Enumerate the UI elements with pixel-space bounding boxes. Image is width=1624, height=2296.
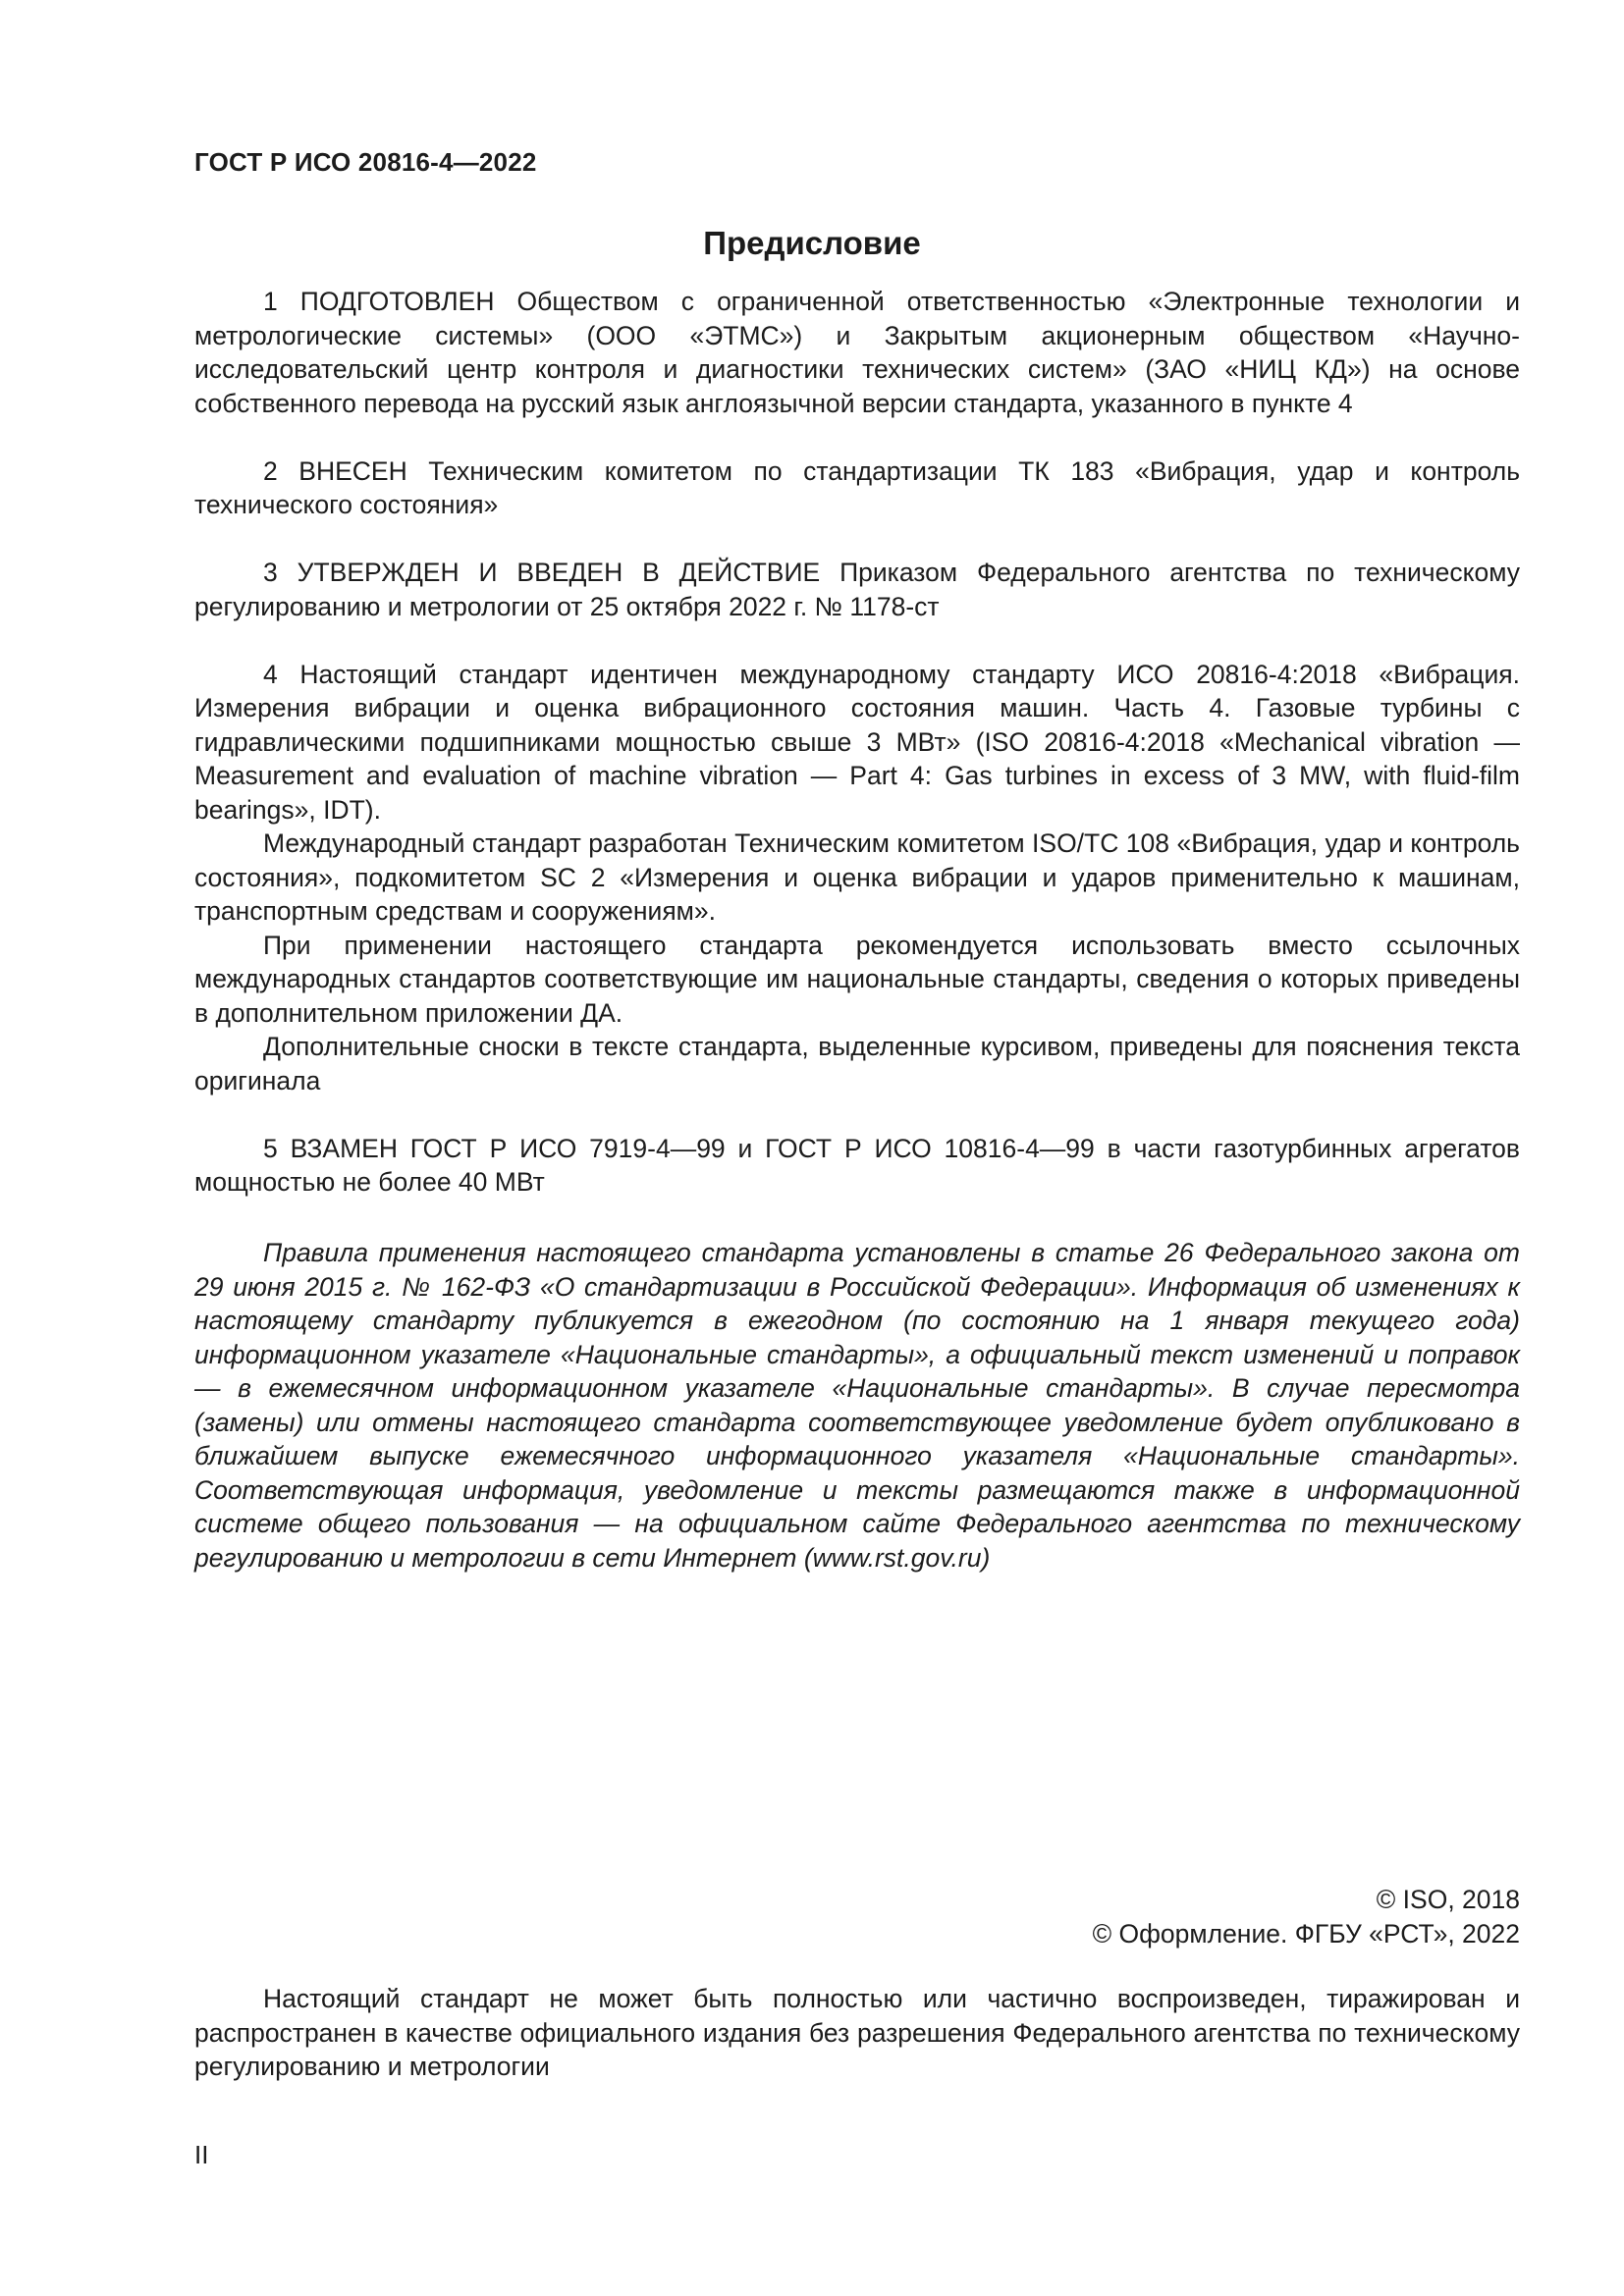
copyright-iso: © ISO, 2018 (1376, 1885, 1520, 1914)
item-1-prepared: 1 ПОДГОТОВЛЕН Обществом с ограниченной ответственностью «Электронные технологии и метрологические системы» (ООО «ЭТМС») и Закрытым акционерным обществом «Научно-исследовательский центр контроля и диагностики технических систем» (ЗАО «НИЦ КД») на основе собственного перевода на русский язык англоязычной версии стандарта, указанного в пункте 4 (194, 287, 1520, 418)
item-5-replaces: 5 ВЗАМЕН ГОСТ Р ИСО 7919-4—99 и ГОСТ Р ИСО 10816-4—99 в части газотурбинных агрегатов мощностью не более 40 МВт (194, 1133, 1520, 1197)
copyright-block (1093, 1883, 1520, 1950)
reproduction-notice: Настоящий стандарт не может быть полностью или частично воспроизведен, тиражирован и распространен в качестве официального издания без разрешения Федерального агентства по техническому регулированию и метрологии (194, 1984, 1520, 2081)
reproduction-block (194, 1982, 1520, 2084)
copyright-design: © Оформление. ФГБУ «РСТ», 2022 (1092, 1918, 1520, 1949)
item-4-developer: Международный стандарт разработан Техническим комитетом ISO/TC 108 «Вибрация, удар и контроль состояния», подкомитетом SC 2 «Измерения и оценка вибрации и ударов применительно к машинам, транспортным средствам и сооружениям». (194, 828, 1520, 926)
item-3-approved: 3 УТВЕРЖДЕН И ВВЕДЕН В ДЕЙСТВИЕ Приказом Федерального агентства по техническому регулированию и метрологии от 25 октября 2022 г. № 1178-ст (194, 558, 1520, 621)
item-4-identical: 4 Настоящий стандарт идентичен международному стандарту ИСО 20816-4:2018 «Вибрация. Измерения вибрации и оценка вибрационного состояния машин. Часть 4. Газовые турбины с гидравлическими подшипниками мощностью свыше 3 МВт» (ISO 20816-4:2018 «Mechanical vibration — Measurement and evaluation of machine vibration — Part 4: Gas turbines in excess of 3 MW, with fluid-film bearings», IDT). (194, 659, 1520, 825)
item-4-references: При применении настоящего стандарта рекомендуется использовать вместо ссылочных международных стандартов соответствующие им национальные стандарты, сведения о которых приведены в дополнительном приложении ДА. (194, 930, 1520, 1028)
item-2-submitted: 2 ВНЕСЕН Техническим комитетом по стандартизации ТК 183 «Вибрация, удар и контроль технического состояния» (194, 455, 1520, 519)
page-title: Предисловие (703, 225, 921, 261)
standard-code-header: ГОСТ Р ИСО 20816-4—2022 (194, 147, 537, 177)
page-number: II (194, 2140, 209, 2169)
application-rules-block (194, 1236, 1520, 1575)
foreword-body (194, 285, 1520, 1200)
item-4-footnotes: Дополнительные сноски в тексте стандарта, выделенные курсивом, приведены для пояснения текста оригинала (194, 1032, 1520, 1095)
application-rules-notice: Правила применения настоящего стандарта установлены в статье 26 Федерального закона от 29 июня 2015 г. № 162-ФЗ «О стандартизации в Российской Федерации». Информация об изменениях к настоящему стандарту публикуется в ежегодном (по состоянию на 1 января текущего года) информационном указателе «Национальные стандарты», а официальный текст изменений и поправок — в ежемесячном информационном указателе «Национальные стандарты». В случае пересмотра (замены) или отмены настоящего стандарта соответствующее уведомление будет опубликовано в ближайшем выпуске ежемесячного информационного указателя «Национальные стандарты». Соответствующая информация, уведомление и тексты размещаются также в информационной системе общего пользования — на официальном сайте Федерального агентства по техническому регулированию и метрологии в сети Интернет (www.rst.gov.ru) (194, 1238, 1520, 1573)
